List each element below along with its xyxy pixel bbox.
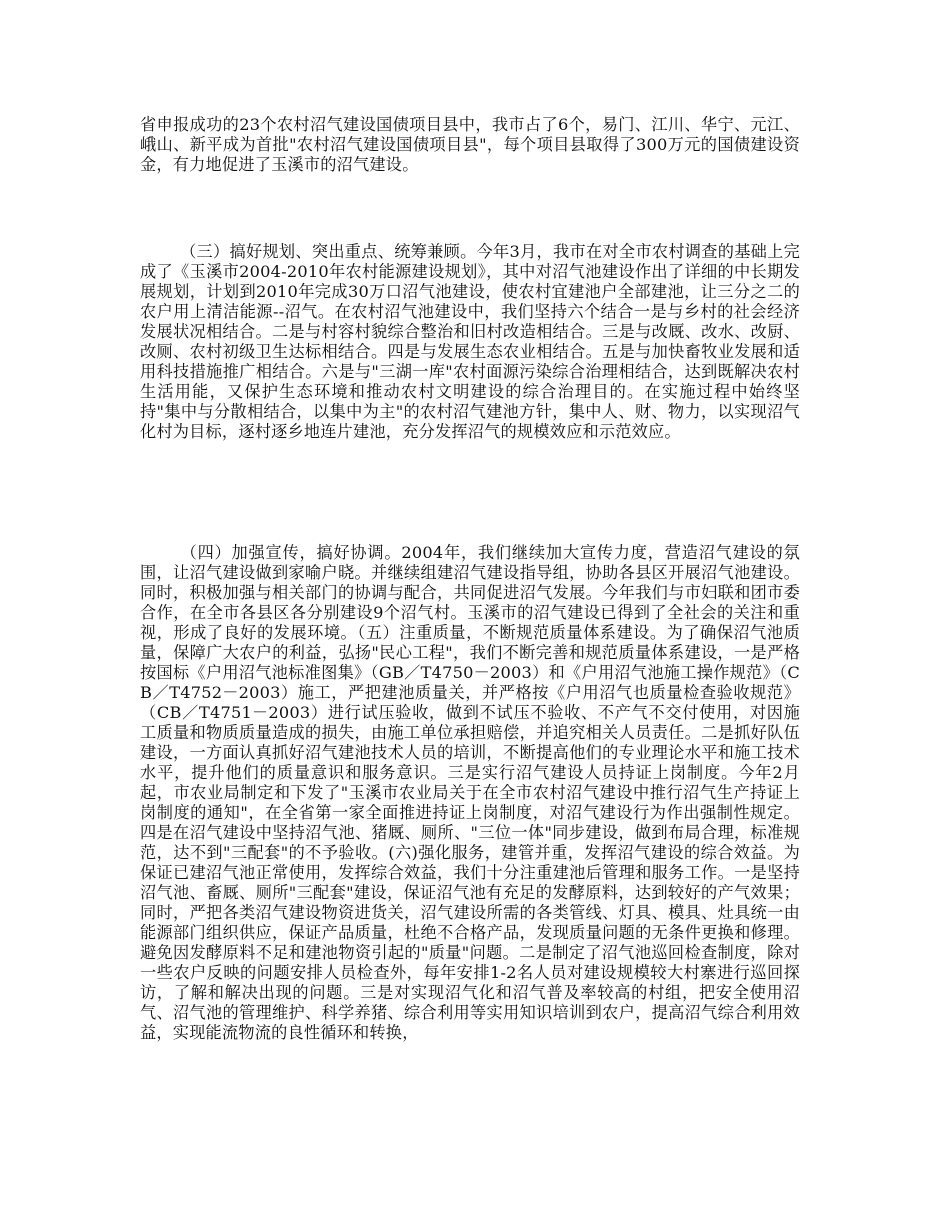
paragraph-text: （四）加强宣传，搞好协调。2004年，我们继续加大宣传力度，营造沼气建设的氛围，让沼气建设做到家喻户晓。并继续组建沼气建设指导组，协助各县区开展沼气池建设。同时，积极加强与相关部门的协调与配合，共同促进沼气发展。今年我们与市妇联和团市委合作，在全市各县区各分别建设9个沼气村。玉溪市的沼气建设已得到了全社会的关注和重视，形成了良好的发展环境。（五）注重质量，不断规范质量体系建设。为了确保沼气池质量，保障广大农户的利益，弘扬"民心工程"，我们不断完善和规范质量体系建设，一是严格按国标《户用沼气池标准图集》（GB／T4750－2003）和《户用沼气池施工操作规范》（CB／T4752－2003）施工，严把建池质量关，并严格按《户用沼气也质量检查验收规范》（CB／T4751－2003）进行试压验收，做到不试压不验收、不产气不交付使用，对因施工质量和物质质量造成的损失，由施工单位承担赔偿，并追究相关人员责任。二是抓好队伍建设，一方面认真抓好沼气建池技术人员的培训，不断提高他们的专业理论水平和施工技术水平，提升他们的质量意识和服务意识。三是实行沼气建设人员持证上岗制度。今年2月起，市农业局制定和下发了"玉溪市农业局关于在全市农村沼气建设中推行沼气生产持证上岗制度的通知"，在全省第一家全面推进持证上岗制度，对沼气建设行为作出强制性规定。四是在沼气建设中坚持沼气池、猪厩、厕所、"三位一体"同步建设，做到布局合理，标准规范，达不到"三配套"的不予验收。(六)强化服务，建管并重，发挥沼气建设的综合效益。为保证已建沼气池正常使用，发挥综合效益，我们十分注重建池后管理和服务工作。一是坚持沼气池、畜厩、厕所"三配套"建设，保证沼气池有充足的发酵原料，达到较好的产气效果；同时，严把各类沼气建设物资进货关，沼气建设所需的各类管线、灯具、模具、灶具统一由能源部门组织供应，保证产品质量，杜绝不合格产品，发现质量问题的无条件更换和修理。避免因发酵原料不足和建池物资引起的"质量"问题。二是制定了沼气池巡回检查制度，除对一些农户反映的问题安排人员检查外，每年安排1-2名人员对建设规模较大村寨进行巡回探访，了解和解决出现的问题。三是对实现沼气化和沼气普及率较高的村组，把安全使用沼气、沼气池的管理维护、科学养猪、综合利用等实用知识培训到农户，提高沼气综合利用效益，实现能流物流的良性循环和转换， — [140, 543, 800, 1042]
paragraph-planning-section-3 — [140, 242, 800, 442]
paragraph-text: （三）搞好规划、突出重点、统筹兼顾。今年3月，我市在对全市农村调查的基础上完成了《玉溪市2004-2010年农村能源建设规划》，其中对沼气池建设作出了详细的中长期发展规划，计划到2010年完成30万口沼气池建设，使农村宜建池户全部建池，让三分之二的农户用上清洁能源--沼气。在农村沼气池建设中，我们坚持六个结合一是与乡村的社会经济发展状况相结合。二是与村容村貌综合整治和旧村改造相结合。三是与改厩、改水、改厨、改厕、农村初级卫生达标相结合。四是与发展生态农业相结合。五是与加快畜牧业发展和适用科技措施推广相结合。六是与"三湖一库"农村面源污染综合治理相结合，达到既解决农村生活用能，又保护生态环境和推动农村文明建设的综合治理目的。在实施过程中始终坚持"集中与分散相结合，以集中为主"的农村沼气建池方针，集中人、财、物力，以实现沼气化村为目标，逐村逐乡地连片建池，充分发挥沼气的规模效应和示范效应。 — [140, 242, 800, 441]
paragraph-national-debt-projects — [140, 115, 800, 175]
paragraph-text: 省申报成功的23个农村沼气建设国债项目县中，我市占了6个，易门、江川、华宁、元江、峨山、新平成为首批"农村沼气建设国债项目县"，每个项目县取得了300万元的国债建设资金，有力地促进了玉溪市的沼气建设。 — [140, 115, 800, 174]
paragraph-publicity-section-4 — [140, 543, 800, 1043]
